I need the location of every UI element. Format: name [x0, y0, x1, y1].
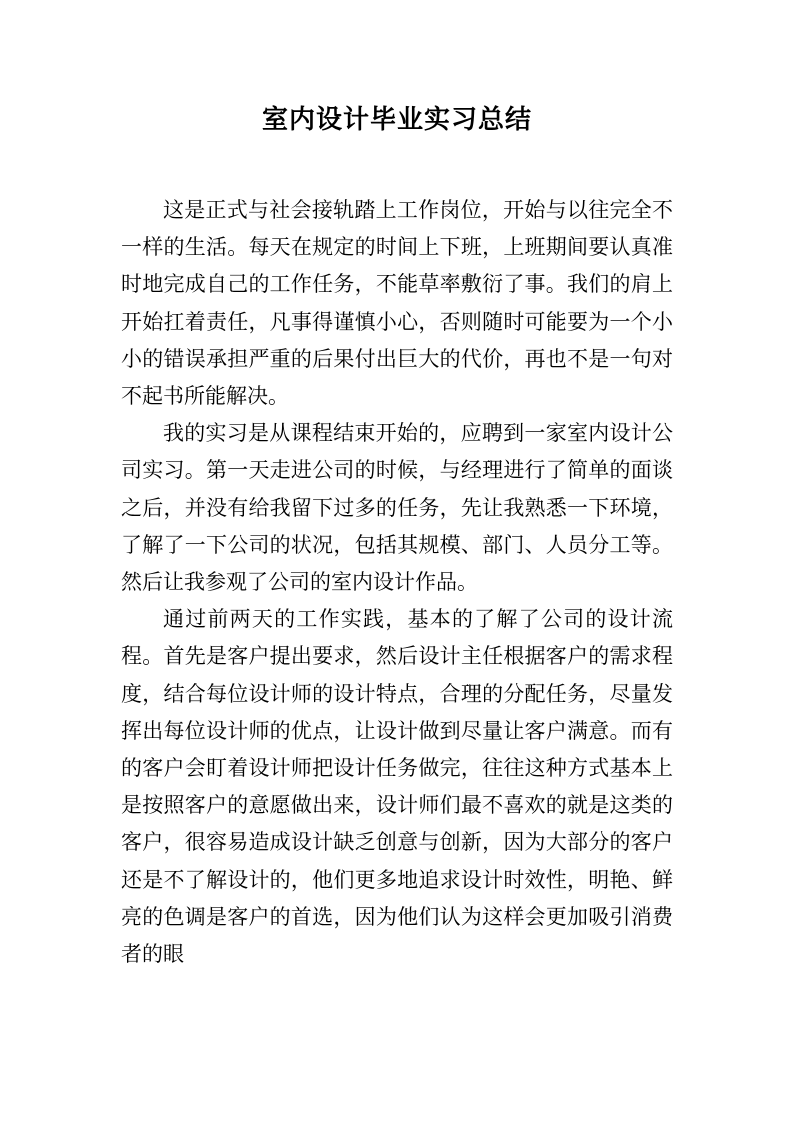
- document-title: 室内设计毕业实习总结: [261, 105, 532, 135]
- paragraph: 我的实习是从课程结束开始的，应聘到一家室内设计公司实习。第一天走进公司的时候，与经理进行了简单的面谈之后，并没有给我留下过多的任务，先让我熟悉一下环境，了解了一下公司的状况，包括其规模、部门、人员分工等。然后让我参观了公司的室内设计作品。: [121, 421, 673, 595]
- paragraph: 这是正式与社会接轨踏上工作岗位，开始与以往完全不一样的生活。每天在规定的时间上下班，上班期间要认真准时地完成自己的工作任务，不能草率敷衍了事。我们的肩上开始扛着责任，凡事得谨慎小心，否则随时可能要为一个小小的错误承担严重的后果付出巨大的代价，再也不是一句对不起书所能解决。: [121, 198, 673, 409]
- document-body: [121, 192, 673, 973]
- paragraph: 通过前两天的工作实践，基本的了解了公司的设计流程。首先是客户提出要求，然后设计主任根据客户的需求程度，结合每位设计师的设计特点，合理的分配任务，尽量发挥出每位设计师的优点，让设计做到尽量让客户满意。而有的客户会盯着设计师把设计任务做完，往往这种方式基本上是按照客户的意愿做出来，设计师们最不喜欢的就是这类的客户，很容易造成设计缺乏创意与创新，因为大部分的客户还是不了解设计的，他们更多地追求设计时效性，明艳、鲜亮的色调是客户的首选，因为他们认为这样会更加吸引消费者的眼: [121, 607, 673, 967]
